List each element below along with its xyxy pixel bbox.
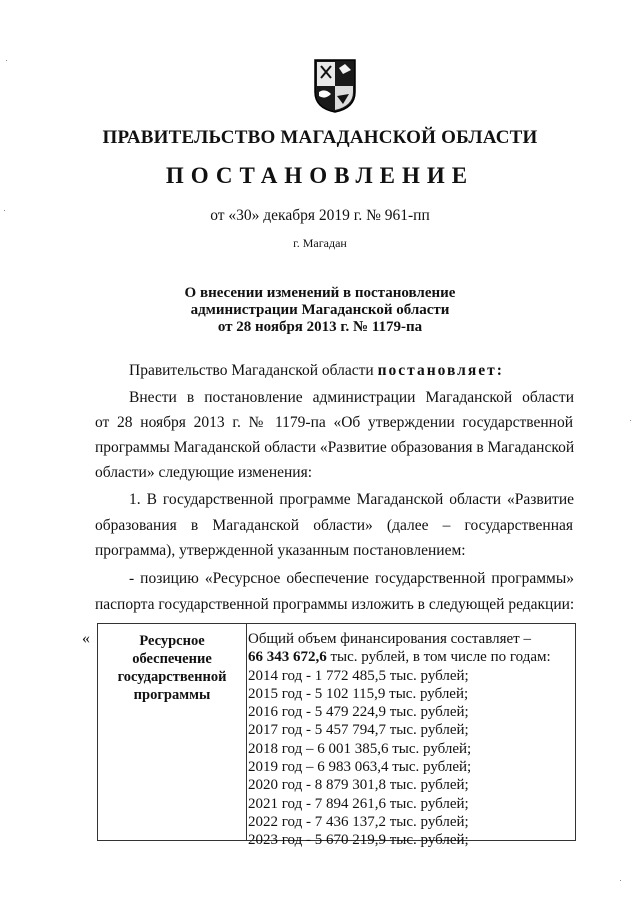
decree-city: г. Магадан <box>293 236 347 250</box>
year-line: 2022 год - 7 436 137,2 тыс. рублей; <box>248 813 469 830</box>
year-line: 2016 год - 5 479 224,9 тыс. рублей; <box>248 704 469 721</box>
year-line: 2020 год - 8 879 301,8 тыс. рублей; <box>248 777 469 794</box>
table-column-divider <box>246 624 247 840</box>
preamble-colon: : <box>496 362 502 379</box>
preamble <box>129 362 502 380</box>
paragraph-line: программа), утвержденной указанным постановлением: <box>95 542 466 559</box>
scan-speck <box>630 420 631 421</box>
year-line: 2021 год - 7 894 261,6 тыс. рублей; <box>248 795 469 812</box>
paragraph-line: области» следующие изменения: <box>95 464 313 481</box>
subject-line: О внесении изменений в постановление <box>184 285 456 301</box>
year-line: 2017 год - 5 457 794,7 тыс. рублей; <box>248 722 469 739</box>
total-suffix: тыс. рублей, в том числе по годам: <box>326 649 551 666</box>
document-type-title: ПОСТАНОВЛЕНИЕ <box>165 163 475 188</box>
scan-speck <box>6 60 7 61</box>
year-line: 2019 год – 6 983 063,4 тыс. рублей; <box>248 759 472 776</box>
paragraph-line: - позицию «Ресурсное обеспечение государственной программы» <box>129 570 574 587</box>
subject-line: от 28 ноября 2013 г. № 1179-па <box>217 319 423 335</box>
paragraph-line: Внести в постановление администрации Магаданской области <box>129 389 574 406</box>
government-title: ПРАВИТЕЛЬСТВО МАГАДАНСКОЙ ОБЛАСТИ <box>102 127 538 148</box>
preamble-text: Правительство Магаданской области <box>129 362 378 379</box>
decree-date-number: от «30» декабря 2019 г. № 961-пп <box>210 207 430 224</box>
coat-of-arms-icon <box>313 58 357 114</box>
paragraph-line: от 28 ноября 2013 г. № 1179-па «Об утверждении государственной <box>95 414 573 431</box>
total-financing-line: Общий объем финансирования составляет – <box>248 631 531 647</box>
total-amount-line <box>248 648 574 666</box>
table-open-quote: « <box>82 630 90 647</box>
label-line: программы <box>133 687 211 703</box>
decree-subject <box>0 285 640 336</box>
year-line: 2018 год – 6 001 385,6 тыс. рублей; <box>248 740 472 757</box>
resource-values-cell <box>248 630 574 850</box>
year-line: 2014 год - 1 772 485,5 тыс. рублей; <box>248 667 469 684</box>
paragraph-line: 1. В государственной программе Магаданской области «Развитие <box>129 491 574 508</box>
year-line: 2015 год - 5 102 115,9 тыс. рублей; <box>248 685 469 702</box>
resource-table <box>97 623 576 849</box>
paragraph-line: образования в Магаданской области» (далее – государственная <box>95 517 573 534</box>
preamble-verb: постановляет <box>377 362 497 379</box>
label-line: обеспечение <box>132 651 212 667</box>
scan-speck <box>4 210 5 211</box>
scan-speck <box>620 880 621 881</box>
subject-line: администрации Магаданской области <box>190 302 450 318</box>
label-line: государственной <box>117 669 227 685</box>
label-line: Ресурсное <box>139 633 205 649</box>
year-line: 2023 год - 5 670 219,9 тыс. рублей; <box>248 832 469 849</box>
paragraph-line: программы Магаданской области «Развитие образования в Магаданской <box>95 439 575 456</box>
paragraph-line: паспорта государственной программы изложить в следующей редакции: <box>95 596 575 613</box>
total-amount: 66 343 672,6 <box>248 649 327 666</box>
resource-label-cell <box>98 632 246 704</box>
